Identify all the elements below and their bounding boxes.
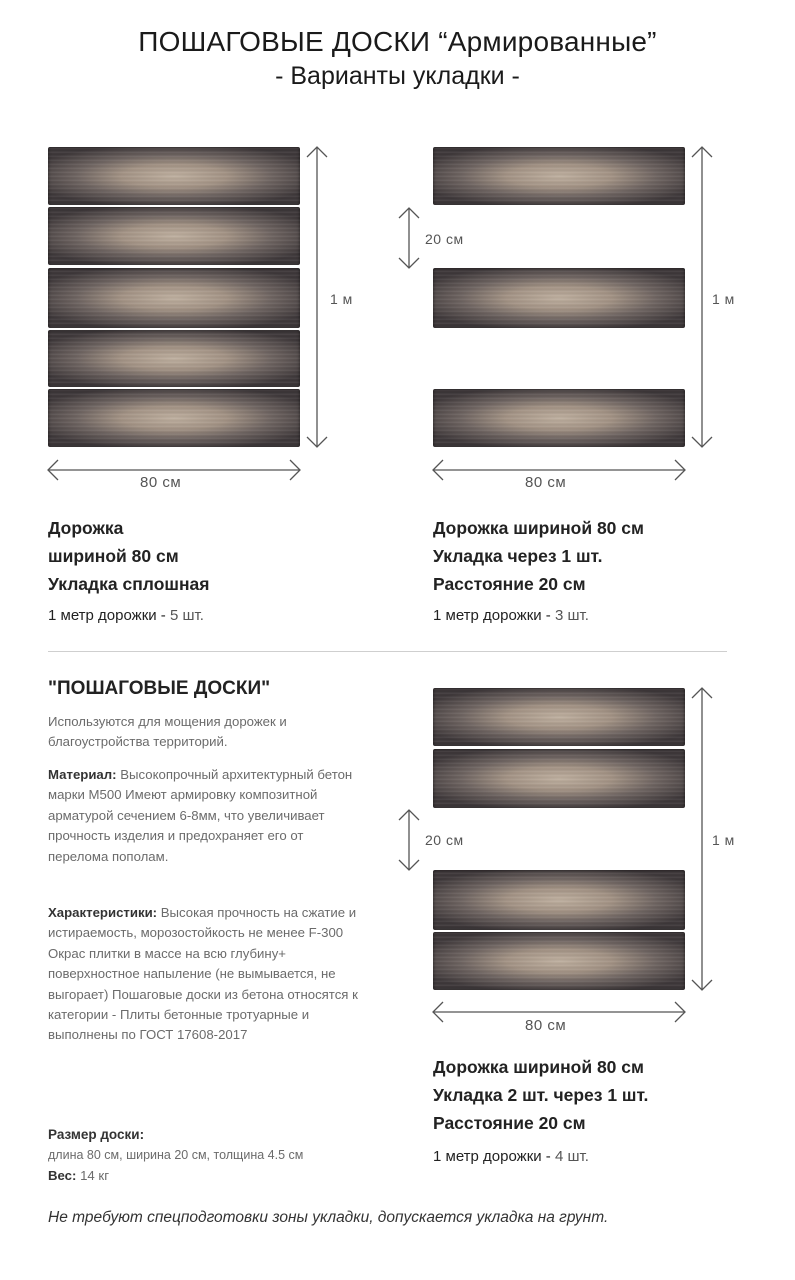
page-title: ПОШАГОВЫЕ ДОСКИ “Армированные” (138, 26, 657, 57)
gap-label: 20 см (425, 231, 464, 247)
gap-dimension-arrow (397, 206, 421, 270)
footer-note: Не требуют спецподготовки зоны укладки, допускается укладка на грунт. (48, 1209, 609, 1226)
variant2-count: 1 метр дорожки - 3 шт. (433, 607, 589, 624)
board (433, 688, 685, 746)
board (48, 268, 300, 328)
width-label: 80 см (140, 474, 182, 491)
height-label: 1 м (712, 291, 735, 307)
variant3-caption: Дорожка шириной 80 см Укладка 2 шт. через 1 шт. Расстояние 20 см (433, 1057, 649, 1133)
board (433, 870, 685, 930)
info-intro: Используются для мощения дорожек и благоустройства территорий. (48, 714, 287, 750)
board (48, 330, 300, 387)
board (433, 749, 685, 808)
board (433, 389, 685, 447)
variant1-caption: Дорожка шириной 80 см Укладка сплошная (48, 518, 210, 594)
info-specs: Характеристики: Высокая прочность на сжатие и истираемость, морозостойкость не менее F-300 Окрас плитки в массе на всю глубину+ поверхностное напыление (не вымывается, не выгорает) Пошаговые доски из бетона относятся к категории - Плиты бетонные тротуарные и выполнены по ГОСТ 17608-2017 (48, 905, 358, 1043)
board (48, 147, 300, 205)
board (48, 207, 300, 265)
page-subtitle: - Варианты укладки - (275, 62, 520, 90)
variant1-count: 1 метр дорожки - 5 шт. (48, 607, 204, 624)
board (433, 932, 685, 990)
gap-label: 20 см (425, 832, 464, 848)
height-dimension-arrow (690, 145, 714, 449)
width-label: 80 см (525, 474, 567, 491)
gap-dimension-arrow (397, 808, 421, 872)
height-dimension-arrow (305, 145, 329, 449)
height-label: 1 м (330, 291, 353, 307)
section-divider (48, 651, 727, 652)
height-label: 1 м (712, 832, 735, 848)
board (433, 268, 685, 328)
info-material: Материал: Высокопрочный архитектурный бетон марки М500 Имеют армировку композитной арматурой сечением 6-8мм, что увеличивает прочность изделия и предохраняет его от перелома пополам. (48, 767, 353, 864)
variant3-count: 1 метр дорожки - 4 шт. (433, 1148, 589, 1165)
info-title: "ПОШАГОВЫЕ ДОСКИ" (48, 678, 271, 699)
board (48, 389, 300, 447)
height-dimension-arrow (690, 686, 714, 992)
variant2-caption: Дорожка шириной 80 см Укладка через 1 шт. Расстояние 20 см (433, 518, 644, 594)
board (433, 147, 685, 205)
info-weight: Вес: 14 кг (48, 1168, 110, 1183)
width-label: 80 см (525, 1017, 567, 1034)
info-size: Размер доски: длина 80 см, ширина 20 см, толщина 4.5 см (48, 1127, 304, 1163)
